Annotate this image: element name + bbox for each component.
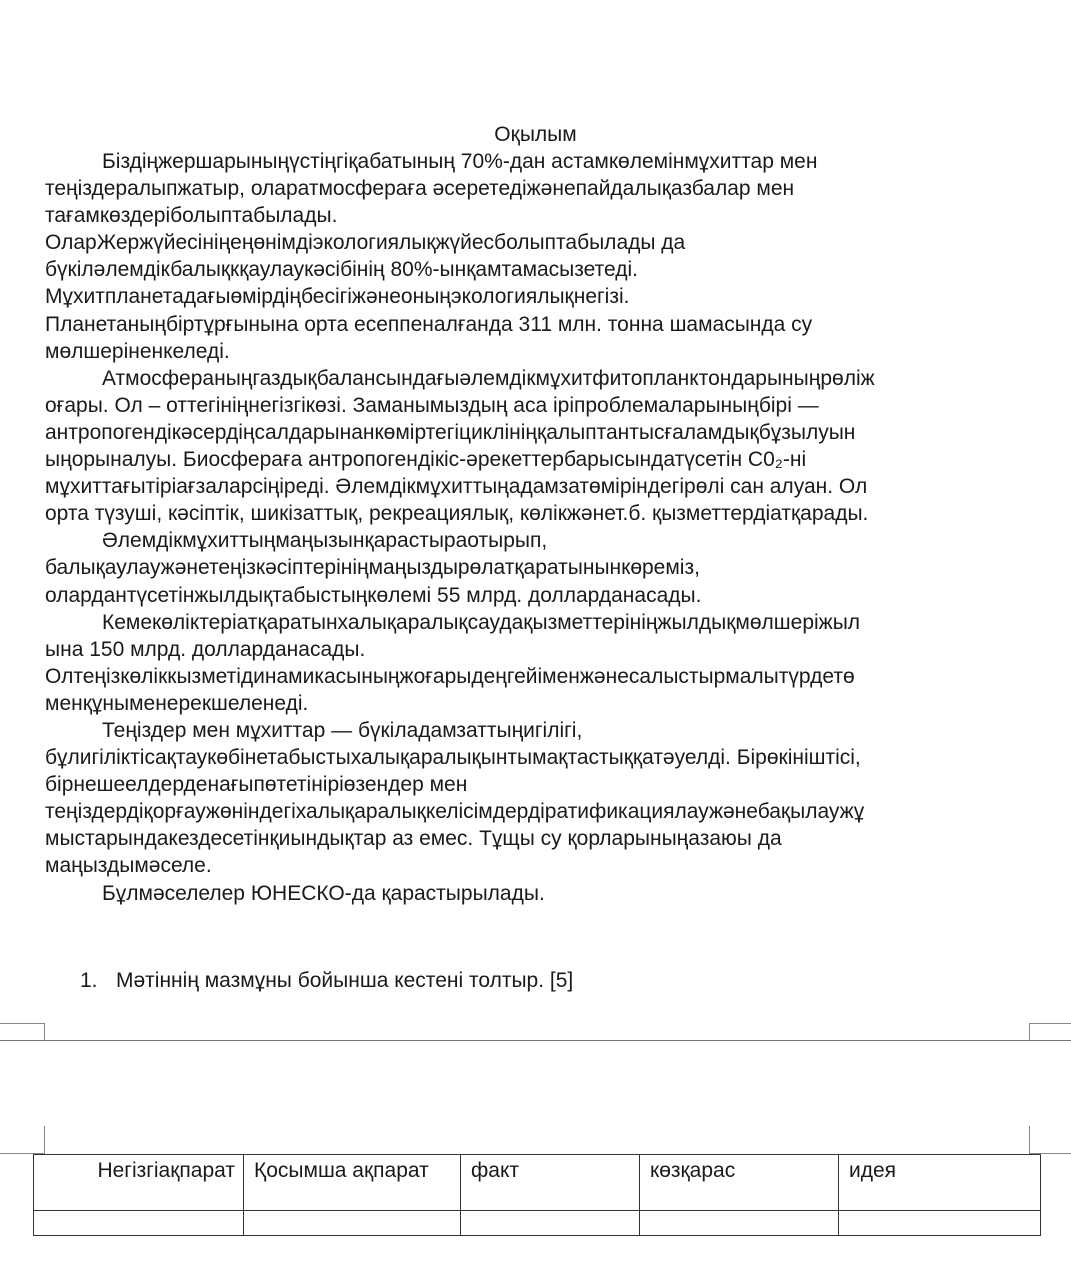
page-break-line xyxy=(0,1040,1071,1041)
text-line: ыңорыналуы. Биосфераға антропогендікіс-әрекеттербарысындатүсетін С0₂-ні xyxy=(45,448,807,472)
table-header-row xyxy=(34,1155,1041,1211)
text-line: мөлшеріненкеледі. xyxy=(45,339,230,363)
text-line: мыстарындакездесетінқиындықтар аз емес. Тұщы су қорларыныңазаюы да xyxy=(45,827,782,851)
text-line: теңіздердіқорғаужөніндегіхалықаралықкелісімдердіратификациялаужәнебақылаужұ xyxy=(45,800,865,824)
task-text: Мәтіннің мазмұны бойынша кестені толтыр. [5] xyxy=(116,969,574,992)
text-line: Біздіңжершарыныңүстіңгіқабатының 70%-дан астамкөлемінмұхиттар мен xyxy=(102,150,818,173)
margin-corner-mark xyxy=(1029,1023,1071,1040)
answer-table xyxy=(33,1154,1041,1236)
table-cell[interactable] xyxy=(839,1211,1041,1236)
text-line: антропогендікәсердіңсалдарынанкөміртегіциклініңқалыптантысғаламдықбұзылуын xyxy=(45,420,856,444)
text-line: Кемекөліктеріатқаратынхалықаралықсаудақызметтерініңжылдықмөлшеріжыл xyxy=(102,610,861,634)
text-line: ОларЖержүйесініңеңөнімдіэкологиялықжүйесболыптабылады да xyxy=(45,231,686,255)
task-number: 1. xyxy=(80,969,98,992)
text-line: балықаулаужәнетеңізкәсіптерініңмаңыздырөлатқаратынынкөреміз, xyxy=(45,556,700,580)
text-line: оғары. Ол – оттегініңнегізгікөзі. Заманымыздың аса іріпроблемаларыныңбірі — xyxy=(45,393,819,417)
table-header-cell: Қосымша ақпарат xyxy=(244,1155,461,1211)
text-line: менқұныменерекшеленеді. xyxy=(45,691,309,715)
document-title: Оқылым xyxy=(494,123,577,146)
table-header-cell: Негізгіақпарат xyxy=(34,1155,244,1211)
margin-corner-mark xyxy=(0,1126,45,1154)
margin-corner-mark xyxy=(0,1023,45,1040)
text-line: мұхиттағытіріағзаларсіңіреді. Әлемдікмұхиттыңадамзатөміріндегірөлі сан алуан. Ол xyxy=(45,475,868,499)
text-line: Әлемдікмұхиттыңмаңызынқарастыраотырып, xyxy=(102,529,548,553)
table-header-cell: факт xyxy=(461,1155,640,1211)
text-line: Теңіздер мен мұхиттар — бүкіладамзаттыңигілігі, xyxy=(102,718,583,742)
text-line: ына 150 млрд. долларданасады. xyxy=(45,637,366,661)
text-line: бүкіләлемдікбалықкқаулаукәсібінің 80%-ынқамтамасызетеді. xyxy=(45,258,639,282)
text-line: бұлигіліктісақтаукөбінетабыстыхалықаралықынтымақтастыққатәуелді. Бірөкініштісі, xyxy=(45,746,861,770)
text-line: Бұлмәселелер ЮНЕСКО-да қарастырылады. xyxy=(102,881,545,905)
text-line: Планетаныңбіртұрғынына орта есеппеналғанда 311 млн. тонна шамасында су xyxy=(45,312,813,336)
text-line: Олтеңізкөліккызметідинамикасыныңжоғарыдеңгейіменжәнесалыстырмалытүрдетө xyxy=(45,664,855,688)
text-line: олардантүсетінжылдықтабыстыңкөлемі 55 млрд. долларданасады. xyxy=(45,583,702,607)
text-line: Атмосфераныңгаздықбалансындағыәлемдікмұхитфитопланктондарыныңрөліж xyxy=(102,366,875,390)
table-cell[interactable] xyxy=(461,1211,640,1236)
task-item xyxy=(80,967,573,994)
text-line: теңіздералыпжатыр, оларатмосфераға әсеретедіжәнепайдалықазбалар мен xyxy=(45,177,795,201)
table-cell[interactable] xyxy=(244,1211,461,1236)
reading-text xyxy=(45,148,1035,907)
text-line: орта түзуші, кәсіптік, шикізаттық, рекреациялық, көлікжәнет.б. қызметтердіатқарады. xyxy=(45,502,869,526)
table-header-cell: идея xyxy=(839,1155,1041,1211)
table-row xyxy=(34,1211,1041,1236)
text-line: бірнешеелдерденағыпөтетініріөзендер мен xyxy=(45,773,468,797)
table-header-cell: көзқарас xyxy=(640,1155,839,1211)
table-cell[interactable] xyxy=(34,1211,244,1236)
text-line: маңыздымәселе. xyxy=(45,854,212,878)
margin-corner-mark xyxy=(1029,1126,1071,1154)
table-cell[interactable] xyxy=(640,1211,839,1236)
text-line: тағамкөздеріболыптабылады. xyxy=(45,204,338,228)
text-line: Мұхитпланетадағыөмірдіңбесігіжәнеоныңэкологиялықнегізі. xyxy=(45,285,630,309)
